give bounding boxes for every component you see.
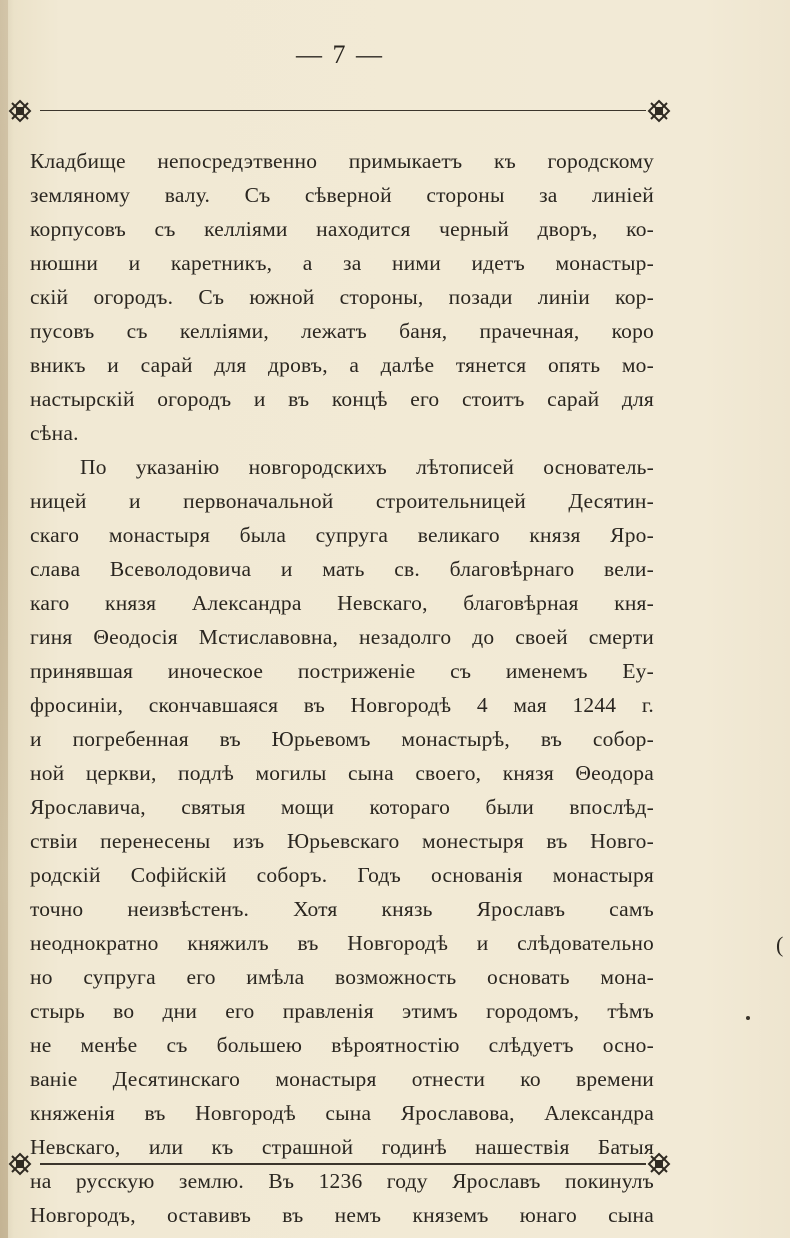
corner-ornament-icon	[8, 1152, 32, 1176]
ink-speck	[746, 1016, 750, 1020]
text-line: и погребенная въ Юрьевомъ монастырѣ, въ собор-	[30, 727, 654, 751]
text-line: скаго монастыря была супруга великаго князя Яро-	[30, 523, 654, 547]
text-line: фросиніи, скончавшаяся въ Новгородѣ 4 мая 1244 г.	[30, 693, 654, 717]
page-number: — 7 —	[296, 40, 384, 69]
text-line: Новгородъ, оставивъ въ немъ княземъ юнаго сына	[30, 1203, 654, 1227]
text-line: корпусовъ съ келліями находится черный дворъ, ко-	[30, 217, 654, 241]
text-line: Невскаго, или къ страшной годинѣ нашествія Батыя	[30, 1135, 654, 1159]
text-line: По указанію новгородскихъ лѣтописей основатель-	[80, 455, 654, 479]
text-line: ствіи перенесены изъ Юрьевскаго монестыря въ Новго-	[30, 829, 654, 853]
text-line: слава Всеволодовича и мать св. благовѣрнаго вели-	[30, 557, 654, 581]
text-line: земляному валу. Съ сѣверной стороны за линіей	[30, 183, 654, 207]
text-line: ницей и первоначальной строительницей Десятин-	[30, 489, 654, 513]
text-line: неоднократно княжилъ въ Новгородѣ и слѣдовательно	[30, 931, 654, 955]
corner-ornament-icon	[647, 1152, 671, 1176]
text-line: родскій Софійскій соборъ. Годъ основанія монастыря	[30, 863, 654, 887]
header-rule	[40, 110, 646, 111]
text-line: нюшни и каретникъ, а за ними идетъ монастыр-	[30, 251, 654, 275]
text-line: настырскій огородъ и въ концѣ его стоитъ сарай для	[30, 387, 654, 411]
text-line: но супруга его имѣла возможность основать мона-	[30, 965, 654, 989]
text-line: ной церкви, подлѣ могилы сына своего, князя Θеодора	[30, 761, 654, 785]
page-binding-edge	[0, 0, 8, 1238]
margin-mark: (	[776, 932, 784, 957]
text-line: точно неизвѣстенъ. Хотя князь Ярославъ самъ	[30, 897, 654, 921]
corner-ornament-icon	[647, 99, 671, 123]
corner-ornament-icon	[8, 99, 32, 123]
text-line: Кладбище непосредэтвенно примыкаетъ къ городскому	[30, 149, 654, 173]
text-line: стырь во дни его правленія этимъ городомъ, тѣмъ	[30, 999, 654, 1023]
text-line: гиня Θеодосія Мстиславовна, незадолго до своей смерти	[30, 625, 654, 649]
body-text	[30, 144, 654, 1232]
text-line: не менѣе съ большею вѣроятностію слѣдуетъ осно-	[30, 1033, 654, 1057]
text-line: Ярославича, святыя мощи котораго были впослѣд-	[30, 795, 654, 819]
text-line: пусовъ съ келліями, лежатъ баня, прачечная, коро	[30, 319, 654, 343]
footer-rule	[40, 1163, 646, 1165]
text-line: принявшая иноческое постриженіе съ именемъ Еу-	[30, 659, 654, 683]
text-line: скій огородъ. Съ южной стороны, позади линіи кор-	[30, 285, 654, 309]
text-line: ваніе Десятинскаго монастыря отнести ко времени	[30, 1067, 654, 1091]
text-line: каго князя Александра Невскаго, благовѣрная кня-	[30, 591, 654, 615]
text-line: сѣна.	[30, 421, 79, 445]
text-line: вникъ и сарай для дровъ, а далѣе тянется опять мо-	[30, 353, 654, 377]
text-line: княженія въ Новгородѣ сына Ярославова, Александра	[30, 1101, 654, 1125]
text-line: на русскую землю. Въ 1236 году Ярославъ покинулъ	[30, 1169, 654, 1193]
